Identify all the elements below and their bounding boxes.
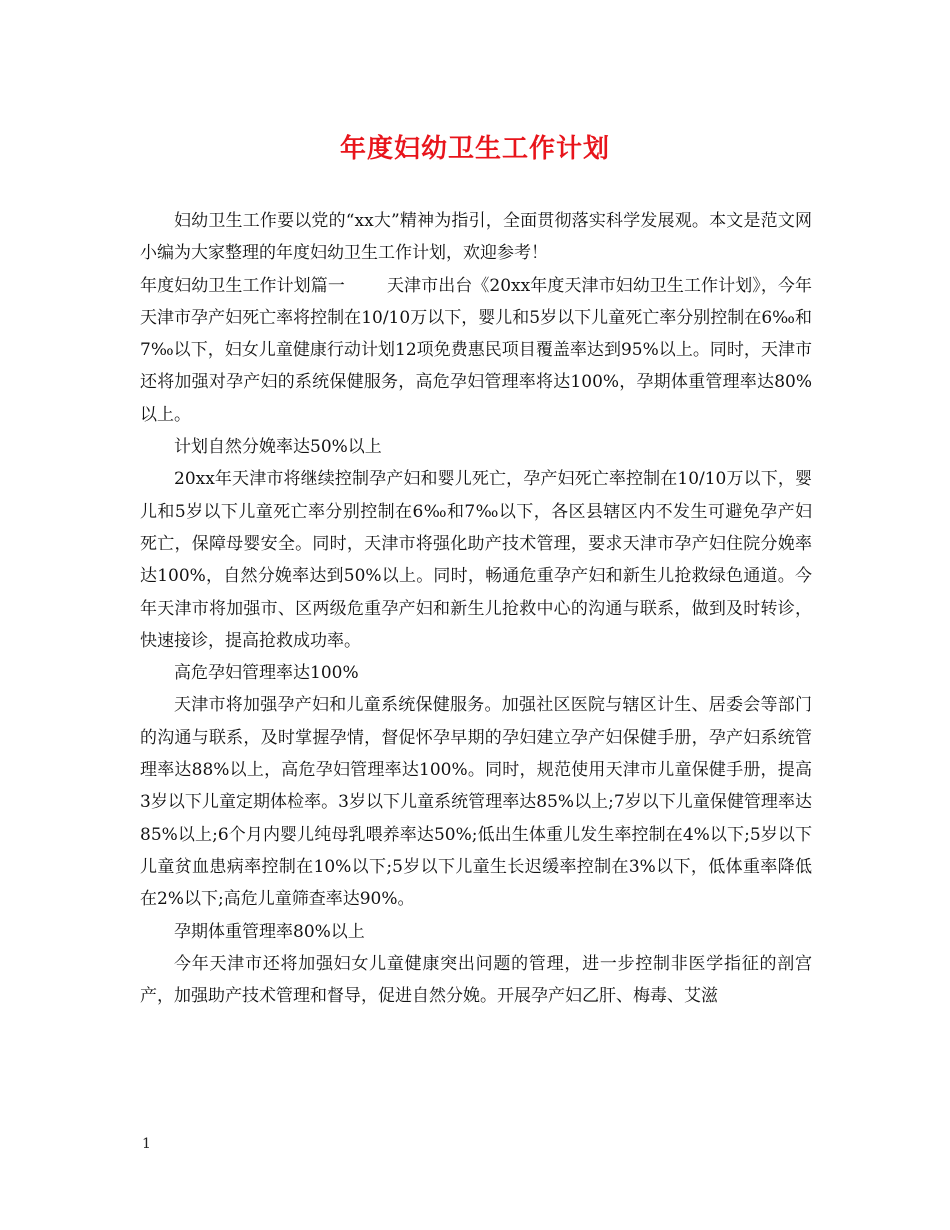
section-heading-part-one: 年度妇幼卫生工作计划篇一 xyxy=(140,275,345,296)
document-title: 年度妇幼卫生工作计划 xyxy=(339,134,610,164)
subheading-high-risk-management: 高危孕妇管理率达100% xyxy=(174,663,359,684)
section-one-text: 天津市出台《20xx年度天津市妇幼卫生工作计划》，今年天津市孕产妇死亡率将控制在10/10万以下，婴儿和5岁以下儿童死亡率分别控制在6‰和7‰以下，妇女儿童健康行动计划12项免费惠民项目覆盖率达到95%以上。同时，天津市还将加强对孕产妇的系统保健服务，高危孕妇管理率将达100%，孕期体重管理率达80%以上。 xyxy=(140,275,813,425)
subheading-natural-delivery: 计划自然分娩率达50%以上 xyxy=(174,437,382,458)
paragraph-mortality-control: 20xx年天津市将继续控制孕产妇和婴儿死亡，孕产妇死亡率控制在10/10万以下，婴儿和5岁以下儿童死亡率分别控制在6‰和7‰以下，各区县辖区内不发生可避免孕产妇死亡，保障母婴安全。同时，天津市将强化助产技术管理，要求天津市孕产妇住院分娩率达100%，自然分娩率达到50%以上。同时，畅通危重孕产妇和新生儿抢救绿色通道。今年天津市将加强市、区两级危重孕产妇和新生儿抢救中心的沟通与联系，做到及时转诊，快速接诊，提高抢救成功率。 xyxy=(140,469,812,651)
subheading-weight-management: 孕期体重管理率80%以上 xyxy=(174,921,365,942)
intro-paragraph: 妇幼卫生工作要以党的“xx大”精神为指引，全面贯彻落实科学发展观。本文是范文网小编为大家整理的年度妇幼卫生工作计划，欢迎参考！ xyxy=(140,211,812,264)
page-number: 1 xyxy=(142,1136,151,1152)
paragraph-child-health-services: 天津市将加强孕产妇和儿童系统保健服务。加强社区医院与辖区计生、居委会等部门的沟通与联系，及时掌握孕情，督促怀孕早期的孕妇建立孕产妇保健手册，孕产妇系统管理率达88%以上，高危孕妇管理率达100%。同时，规范使用天津市儿童保健手册，提高3岁以下儿童定期体检率。3岁以下儿童系统管理率达85%以上;7岁以下儿童保健管理率达85%以上;6个月内婴儿纯母乳喂养率达50%;低出生体重儿发生率控制在4%以下;5岁以下儿童贫血患病率控制在10%以下;5岁以下儿童生长迟缓率控制在3%以下，低体重率降低在2%以下;高危儿童筛查率达90%。 xyxy=(140,695,812,910)
document-body xyxy=(140,205,812,1012)
plan-section-paragraph xyxy=(140,270,812,431)
paragraph-health-issues: 今年天津市还将加强妇女儿童健康突出问题的管理，进一步控制非医学指征的剖宫产，加强助产技术管理和督导，促进自然分娩。开展孕产妇乙肝、梅毒、艾滋 xyxy=(140,953,812,1007)
